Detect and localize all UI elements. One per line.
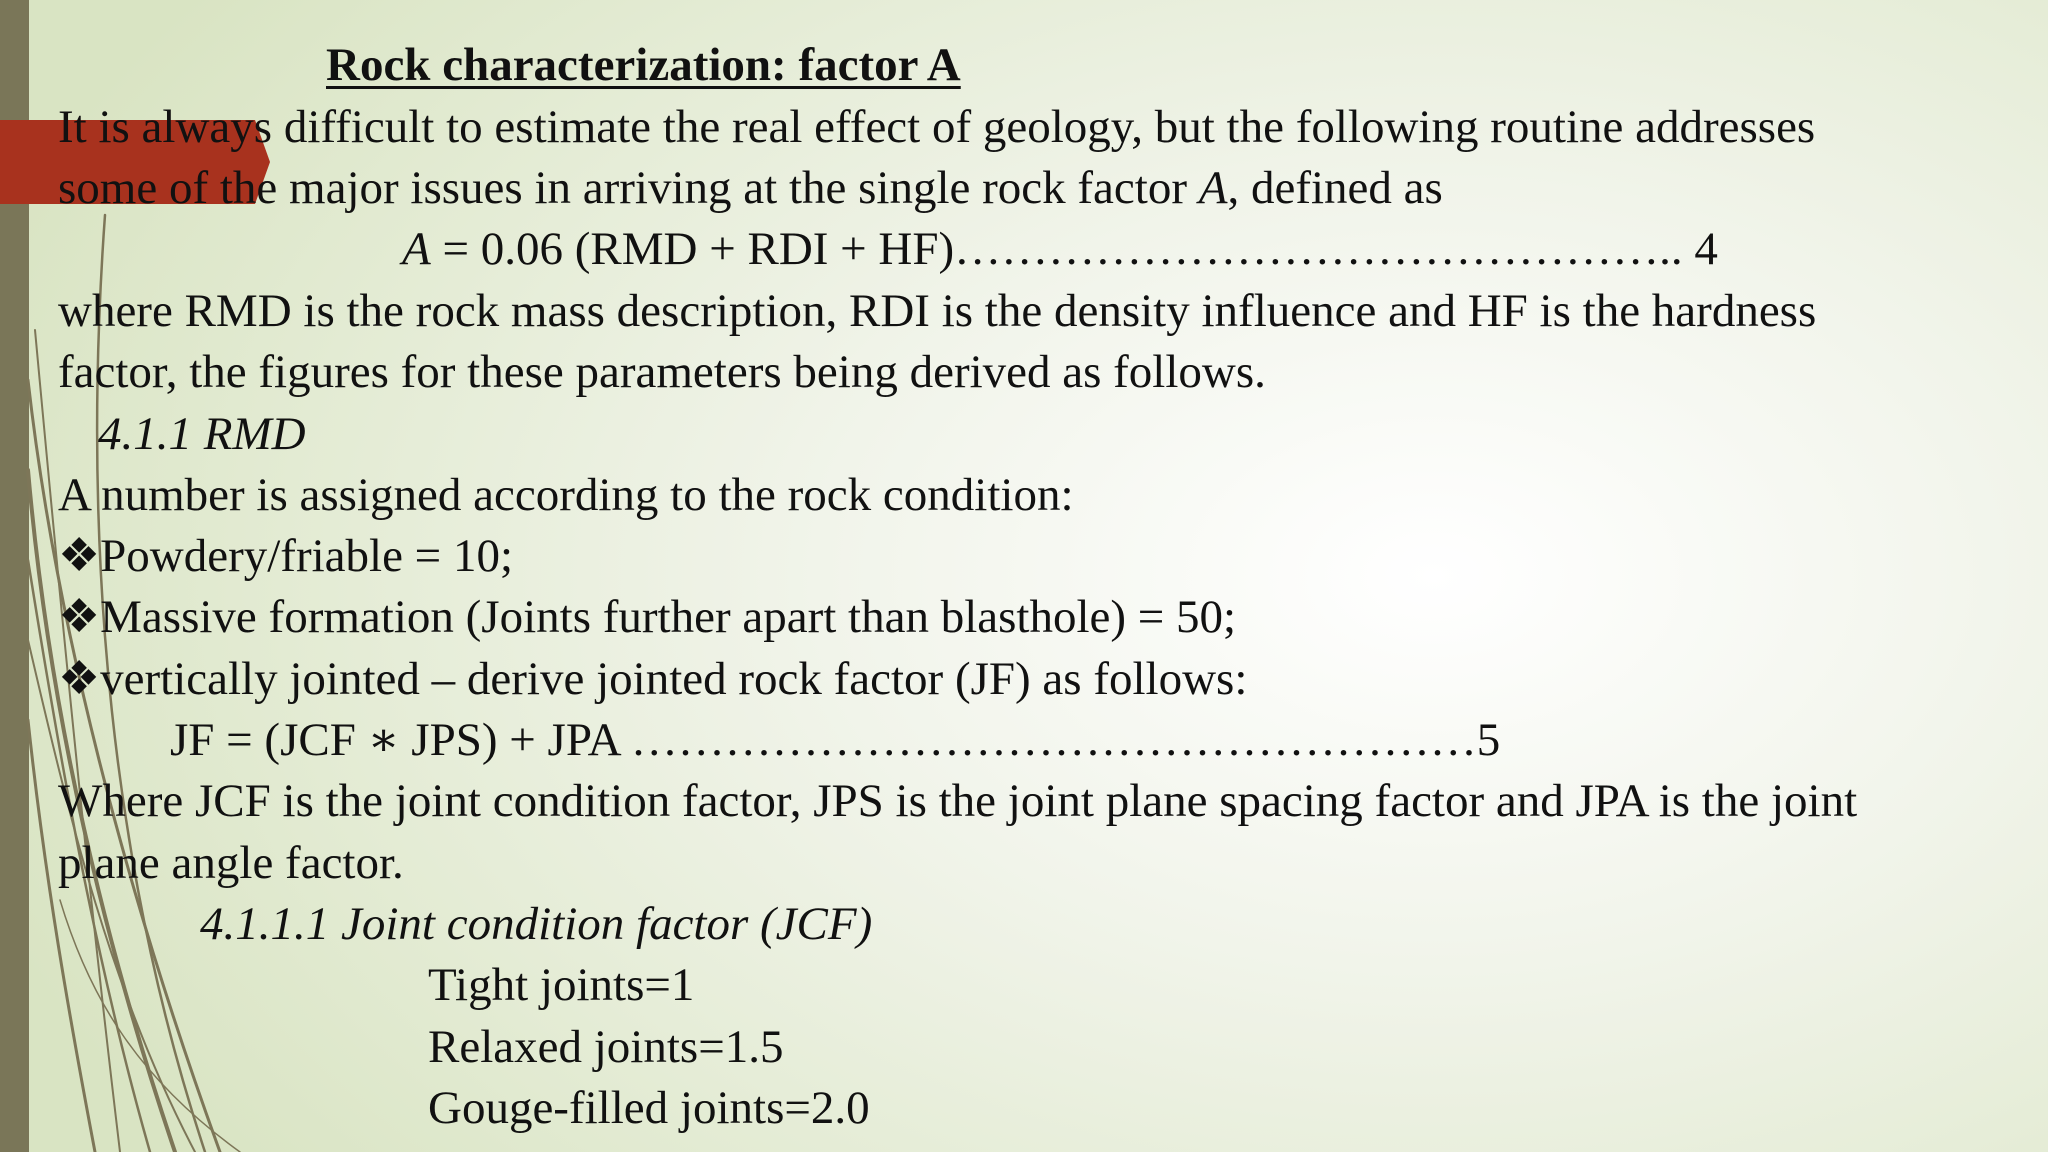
rock-factor-variable: A [1198, 162, 1228, 214]
bullet-diamond-icon: ❖ [58, 591, 101, 643]
jcf-line-1: Where JCF is the joint condition factor, JPS is the joint plane spacing factor and JPA is the joint [58, 775, 1858, 827]
equation-4-variable: A [402, 223, 431, 275]
section-heading-jcf: 4.1.1.1 Joint condition factor (JCF) [200, 898, 873, 950]
where-line-2: factor, the figures for these parameters being derived as follows. [58, 346, 1266, 398]
intro-line-2-start: some of the major issues in arriving at the single rock factor [58, 162, 1199, 214]
jcf-value-item: Gouge-filled joints=2.0 [428, 1082, 870, 1134]
equation-4 [402, 223, 1718, 275]
equation-5: JF = (JCF ∗ JPS) + JPA ………………………………………………5 [170, 714, 1501, 766]
bullet-item [58, 653, 1248, 705]
section-heading-rmd: 4.1.1 RMD [98, 408, 306, 460]
jcf-value-item: Tight joints=1 [428, 959, 695, 1011]
bullet-text: vertically jointed – derive jointed rock factor (JF) as follows: [100, 653, 1248, 705]
intro-line-2 [58, 162, 1443, 214]
bullet-diamond-icon: ❖ [58, 530, 101, 582]
intro-line-1: It is always difficult to estimate the real effect of geology, but the following routine addresses [58, 101, 1816, 153]
intro-line-2-end: , defined as [1227, 162, 1443, 214]
bullet-item [58, 530, 513, 582]
bullet-text: Massive formation (Joints further apart than blasthole) = 50; [100, 591, 1237, 643]
bullet-diamond-icon: ❖ [58, 653, 101, 705]
where-line-1: where RMD is the rock mass description, RDI is the density influence and HF is the hardness [58, 285, 1817, 337]
slide-title: Rock characterization: factor A [326, 39, 961, 91]
bullet-text: Powdery/friable = 10; [100, 530, 513, 582]
bullet-item [58, 591, 1237, 643]
jcf-line-2: plane angle factor. [58, 837, 404, 889]
jcf-value-item: Relaxed joints=1.5 [428, 1021, 784, 1073]
rmd-intro: A number is assigned according to the rock condition: [58, 469, 1074, 521]
equation-4-body: = 0.06 (RMD + RDI + HF)……………………………………….. 4 [430, 223, 1718, 275]
